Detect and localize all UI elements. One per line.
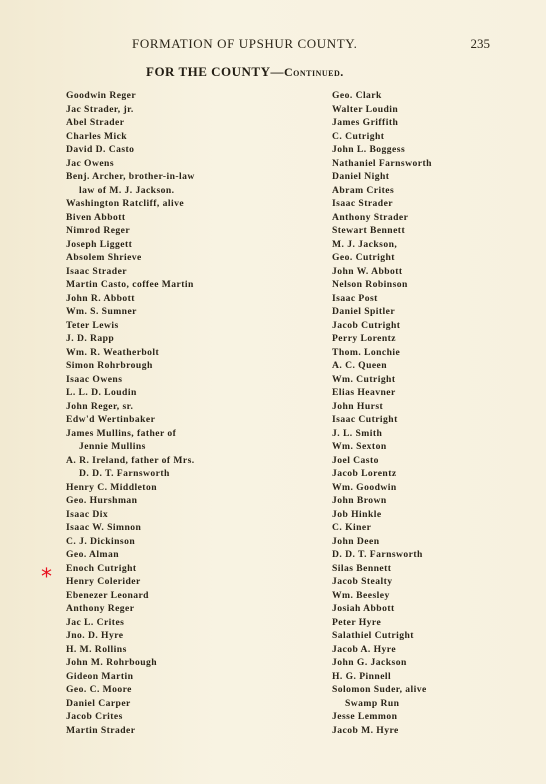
name-entry: Daniel Night — [332, 171, 390, 182]
name-entry: Enoch Cutright — [66, 562, 137, 574]
name-entry: John Deen — [332, 535, 380, 547]
red-asterisk-marker: * — [41, 565, 52, 590]
name-entry: John G. Jackson — [332, 657, 407, 668]
name-entry: Edw'd Wertinbaker — [66, 414, 156, 425]
name-entry: Ebenezer Leonard — [66, 589, 149, 601]
name-entry: Anthony Reger — [66, 603, 135, 614]
name-entry: Wm. R. Weatherbolt — [66, 346, 160, 358]
name-entry: John R. Abbott — [66, 292, 135, 304]
name-entry: Martin Strader — [66, 724, 136, 736]
running-title: FORMATION OF UPSHUR COUNTY. — [132, 36, 358, 51]
name-entry: A. C. Queen — [332, 360, 388, 371]
name-entry: Jesse Lemmon — [332, 711, 398, 722]
name-entry: Jacob Cutright — [332, 319, 401, 331]
name-entry: H. M. Rollins — [66, 643, 127, 655]
name-entry: Joseph Liggett — [66, 238, 133, 250]
name-entry: Anthony Strader — [332, 211, 409, 223]
name-entry: Simon Rohrbrough — [66, 360, 153, 371]
name-entry: John W. Abbott — [332, 265, 403, 277]
name-entry: Henry C. Middleton — [66, 481, 157, 493]
name-entry: Benj. Archer, brother-in-law — [66, 171, 195, 182]
name-entry: Abel Strader — [66, 117, 125, 128]
section-heading-text: FOR THE COUNTY— — [146, 64, 284, 79]
name-entry: Absolem Shrieve — [66, 252, 142, 263]
name-entry: Wm. Sexton — [332, 441, 387, 452]
name-entry: Jacob A. Hyre — [332, 643, 397, 655]
name-entry: Joel Casto — [332, 454, 379, 466]
name-entry: Solomon Suder, alive — [332, 684, 427, 695]
name-entry: Nelson Robinson — [332, 279, 408, 290]
name-entry: Wm. Beesley — [332, 589, 390, 601]
name-entry: Jacob Stealty — [332, 576, 393, 587]
name-entry: Silas Bennett — [332, 562, 392, 574]
name-entry: John Hurst — [332, 400, 384, 412]
name-entry-continuation: Swamp Run — [345, 697, 400, 709]
name-entry: Stewart Bennett — [332, 225, 406, 236]
name-entry: M. J. Jackson, — [332, 238, 398, 250]
name-entry: Job Hinkle — [332, 508, 382, 520]
name-entry: J. L. Smith — [332, 427, 383, 439]
name-entry: Daniel Spitler — [332, 306, 396, 317]
section-heading — [146, 64, 344, 80]
name-entry: Jacob M. Hyre — [332, 724, 399, 736]
name-entry: Daniel Carper — [66, 697, 131, 709]
name-entry: Isaac Owens — [66, 373, 123, 385]
name-entry: James Mullins, father of — [66, 427, 177, 439]
name-entry: Wm. Cutright — [332, 373, 396, 385]
name-entry: Goodwin Reger — [66, 90, 137, 101]
page-number: 235 — [470, 36, 490, 51]
name-entry: C. Kiner — [332, 522, 372, 533]
name-entry: Martin Casto, coffee Martin — [66, 279, 194, 290]
name-entry: John Brown — [332, 495, 387, 506]
name-entry: Geo. Cutright — [332, 252, 395, 263]
name-entry-continuation: Jennie Mullins — [79, 441, 146, 452]
section-heading-continued: Continued. — [284, 65, 344, 79]
name-entry: C. J. Dickinson — [66, 535, 136, 547]
name-entry-continuation: law of M. J. Jackson. — [79, 184, 175, 196]
running-head — [0, 36, 546, 54]
name-entry: Isaac Post — [332, 292, 378, 304]
name-entry: Jac Owens — [66, 157, 115, 169]
name-entry: L. L. D. Loudin — [66, 387, 137, 398]
name-entry: Perry Lorentz — [332, 333, 397, 344]
name-entry: D. D. T. Farnsworth — [332, 549, 423, 560]
name-entry: Nathaniel Farnsworth — [332, 157, 432, 169]
name-entry: Charles Mick — [66, 130, 128, 142]
name-entry: Biven Abbott — [66, 211, 126, 223]
name-entry: Jac Strader, jr. — [66, 103, 134, 115]
name-entry-continuation: D. D. T. Farnsworth — [79, 468, 170, 479]
name-entry: Isaac Dix — [66, 508, 109, 520]
name-entry: Elias Heavner — [332, 387, 396, 398]
name-entry: John Reger, sr. — [66, 400, 134, 412]
name-entry: Isaac Strader — [332, 198, 394, 209]
name-entry: Jacob Lorentz — [332, 468, 397, 479]
name-entry: Isaac W. Simnon — [66, 522, 142, 533]
name-entry: John M. Rohrbough — [66, 657, 158, 668]
name-entry: Jacob Crites — [66, 711, 123, 722]
name-entry: H. G. Pinnell — [332, 670, 392, 682]
left-name-column — [66, 89, 296, 737]
name-entry: Jac L. Crites — [66, 616, 125, 628]
name-entry: Josiah Abbott — [332, 603, 395, 614]
name-entry: Geo. Alman — [66, 549, 120, 560]
name-entry: Isaac Cutright — [332, 414, 398, 425]
name-entry: Peter Hyre — [332, 616, 382, 628]
name-entry: Geo. C. Moore — [66, 684, 132, 695]
right-name-column — [332, 89, 532, 737]
name-entry: Thom. Lonchie — [332, 346, 401, 358]
name-entry: Geo. Clark — [332, 90, 382, 101]
name-entry: Geo. Hurshman — [66, 495, 138, 506]
name-entry: John L. Boggess — [332, 144, 406, 155]
name-entry: J. D. Rapp — [66, 333, 115, 344]
name-entry: Gideon Martin — [66, 670, 134, 682]
name-entry: Wm. S. Sumner — [66, 306, 137, 317]
name-entry: Teter Lewis — [66, 319, 119, 331]
name-entry: Salathiel Cutright — [332, 630, 414, 641]
name-entry: Henry Colerider — [66, 576, 141, 587]
name-entry: Washington Ratcliff, alive — [66, 198, 185, 209]
name-entry: Jno. D. Hyre — [66, 630, 124, 641]
name-entry: Wm. Goodwin — [332, 481, 397, 493]
name-entry: Isaac Strader — [66, 265, 128, 277]
name-entry: Walter Loudin — [332, 103, 399, 115]
name-entry: A. R. Ireland, father of Mrs. — [66, 454, 195, 466]
name-entry: James Griffith — [332, 117, 399, 128]
name-entry: C. Cutright — [332, 130, 385, 142]
name-entry: Abram Crites — [332, 184, 395, 196]
name-entry: David D. Casto — [66, 144, 135, 155]
name-entry: Nimrod Reger — [66, 225, 131, 236]
